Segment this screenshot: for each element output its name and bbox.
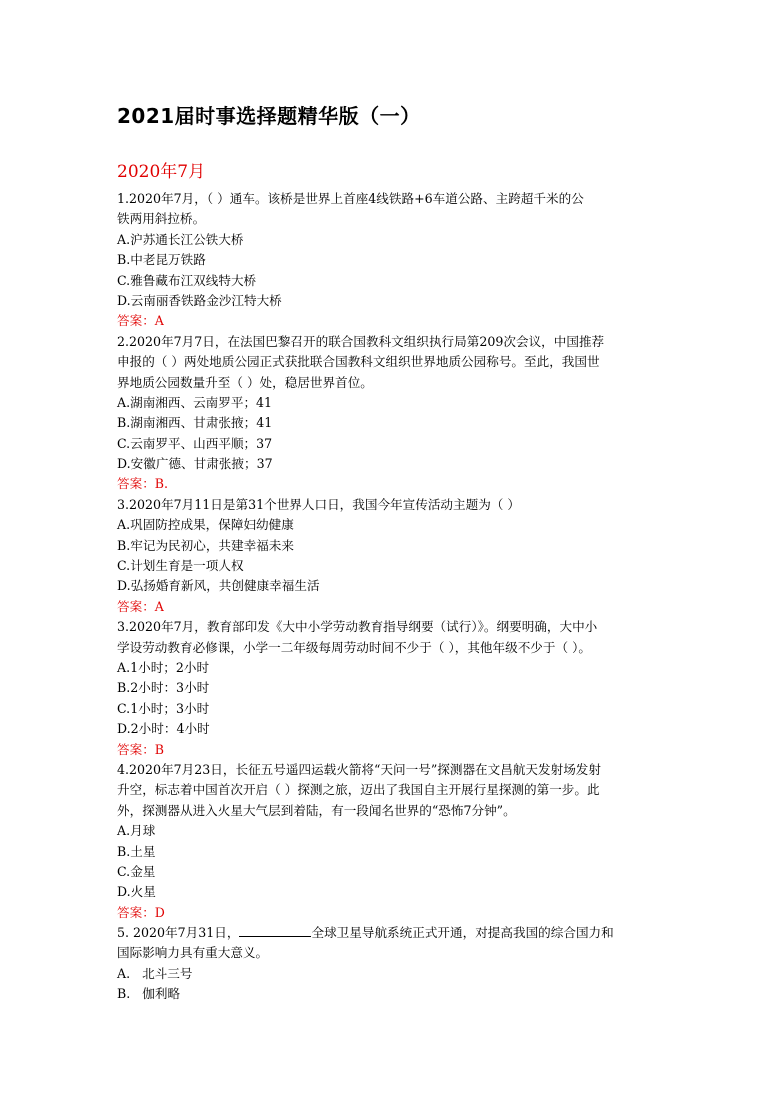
option-c: C.1小时；3小时 [117, 700, 210, 716]
question-2 [117, 332, 667, 495]
option-a: A.湖南湘西、云南罗平；41 [117, 394, 273, 410]
option-b: B.牢记为民初心，共建幸福未来 [117, 537, 294, 553]
option-a: A.1小时；2小时 [117, 659, 210, 675]
answer: 答案：B. [117, 476, 169, 492]
option-b: B.土星 [117, 843, 156, 859]
option-b: B.湖南湘西、甘肃张掖；41 [117, 415, 273, 431]
question-stem-line [117, 923, 667, 943]
option-c: C.云南罗平、山西平顺；37 [117, 435, 273, 451]
question-stem-line: 2.2020年7月7日，在法国巴黎召开的联合国教科文组织执行局第209次会议，中国推荐 [117, 333, 605, 349]
option-c: C.计划生育是一项人权 [117, 558, 244, 574]
question-stem-line: 申报的（ ）两处地质公园正式获批联合国教科文组织世界地质公园称号。至此，我国世 [117, 354, 600, 370]
question-stem-line: 铁两用斜拉桥。 [117, 211, 206, 227]
option-c: C.金星 [117, 863, 156, 879]
option-d: D.2小时：4小时 [117, 721, 210, 737]
option-d: D.安徽广德、甘肃张掖；37 [117, 456, 273, 472]
fill-in-blank [239, 923, 311, 937]
question-6 [117, 923, 667, 1005]
question-stem-line: 国际影响力具有重大意义。 [117, 945, 269, 961]
question-stem-line: 1.2020年7月，（ ）通车。该桥是世界上首座4线铁路+6车道公路、主跨超千米的公 [117, 191, 584, 206]
option-a: A.月球 [117, 823, 156, 839]
question-stem-line: 3.2020年7月，教育部印发《大中小学劳动教育指导纲要（试行）》。纲要明确，大中小 [117, 619, 598, 635]
option-b: B.中老昆万铁路 [117, 252, 206, 268]
document-title: 2021届时事选择题精华版（一） [117, 104, 421, 128]
option-d: D.云南丽香铁路金沙江特大桥 [117, 292, 282, 308]
question-stem-line: 学设劳动教育必修课，小学一二年级每周劳动时间不少于（ ），其他年级不少于（ ）。 [117, 639, 591, 655]
question-stem-line: 界地质公园数量升至（ ）处，稳居世界首位。 [117, 374, 373, 390]
option-c: C.雅鲁藏布江双线特大桥 [117, 272, 257, 288]
option-b: B. 伽利略 [117, 986, 181, 1002]
option-a: A.沪苏通长江公铁大桥 [117, 231, 244, 247]
question-4 [117, 617, 667, 760]
question-stem-line: 3.2020年7月11日是第31个世界人口日，我国今年宣传活动主题为（ ） [117, 496, 520, 512]
option-d: D.弘扬婚育新风，共创健康幸福生活 [117, 578, 320, 594]
question-stem-line: 升空，标志着中国首次开启（ ）探测之旅，迈出了我国自主开展行星探测的第一步。此 [117, 782, 600, 798]
answer: 答案：B [117, 741, 165, 757]
option-b: B.2小时：3小时 [117, 680, 210, 696]
option-a: A.巩固防控成果，保障妇幼健康 [117, 517, 294, 533]
option-a: A. 北斗三号 [117, 965, 193, 981]
question-stem-line: 4.2020年7月23日，长征五号遥四运载火箭将“天问一号”探测器在文昌航天发射场发射 [117, 761, 601, 777]
option-d: D.火星 [117, 884, 156, 900]
question-list [117, 189, 667, 1005]
answer: 答案：A [117, 598, 164, 614]
section-heading: 2020年7月 [117, 162, 206, 182]
question-5 [117, 760, 667, 923]
question-1 [117, 189, 667, 332]
answer: 答案：D [117, 904, 165, 920]
question-3 [117, 495, 667, 617]
stem-text: 全球卫星导航系统正式开通，对提高我国的综合国力和 [311, 925, 614, 941]
stem-text: 5. 2020年7月31日， [117, 925, 240, 941]
answer: 答案：A [117, 313, 164, 329]
question-stem-line: 外，探测器从进入火星大气层到着陆，有一段闻名世界的“恐怖7分钟”。 [117, 802, 516, 818]
